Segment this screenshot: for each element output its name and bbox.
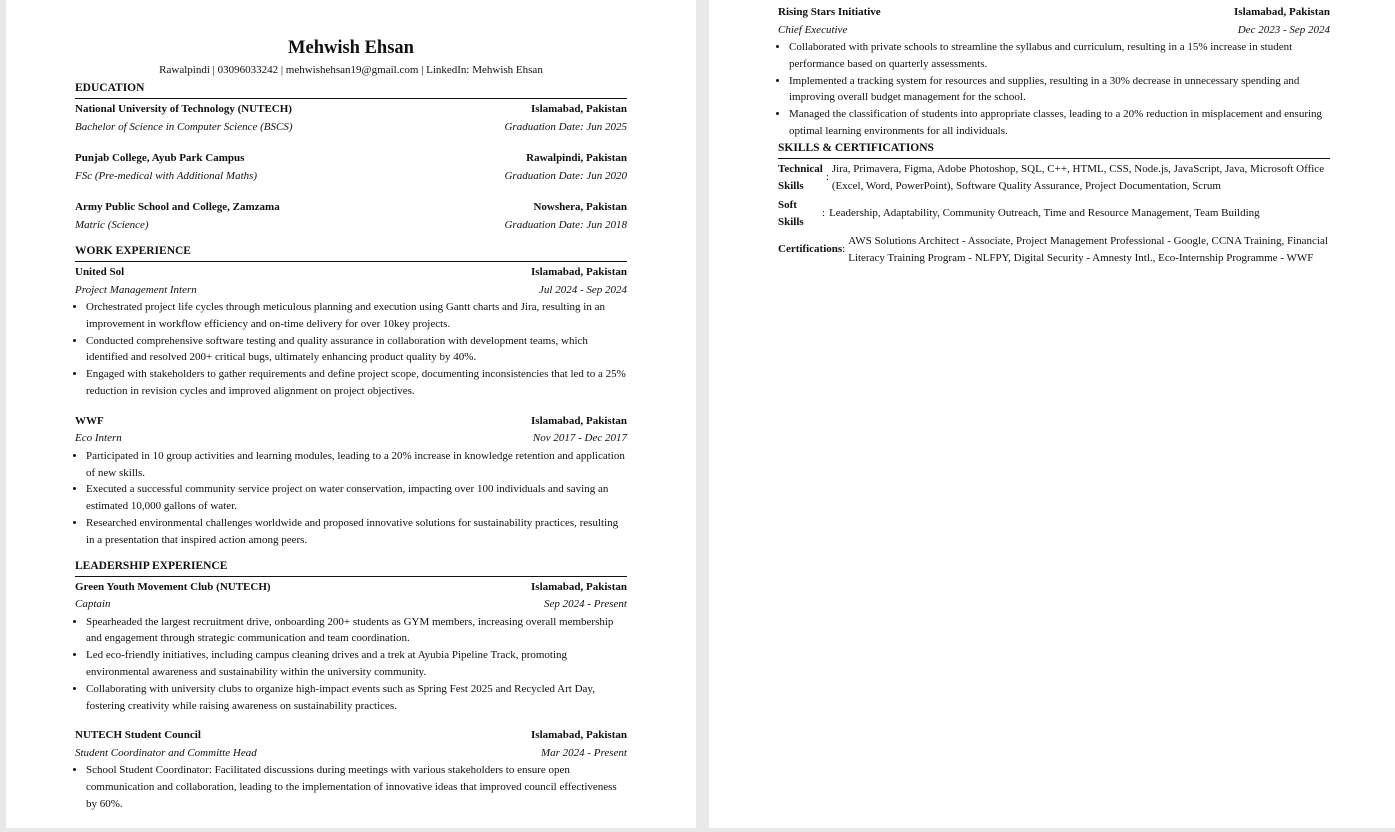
contact-line: Rawalpindi | 03096033242 | mehwishehsan19@gmail.com | LinkedIn: Mehwish Ehsan <box>159 64 543 76</box>
certifications-value: AWS Solutions Architect - Associate, Project Management Professional - Google, CCNA Training, Financial Literacy Training Program - NLFPY, Digital Security - Amnesty Intl., Eco-Internship Programme - WWF <box>848 234 1328 264</box>
work-entry <box>75 413 627 549</box>
bullet-list <box>778 39 1330 140</box>
graduation-date: Graduation Date: Jun 2025 <box>504 120 627 133</box>
org-location: Islamabad, Pakistan <box>531 266 627 278</box>
soft-skills-row: Soft Skills : Leadership, Adaptability, Community Outreach, Time and Resource Management, Team Building <box>778 197 1330 231</box>
certifications-label: Certifications <box>778 243 843 256</box>
bullet-item: • Managed the classification of students into appropriate classes, leading to a 20% reduction in misplacement and ensuring optimal learning environments for all individuals. <box>789 106 1330 140</box>
bullet-item: • Engaged with stakeholders to gather requirements and define project scope, documenting inconsistencies that led to a 25% reduction in revision cycles and improved alignment on project objectives. <box>86 366 627 400</box>
leadership-entry <box>778 4 1330 140</box>
leadership-entry <box>75 579 627 715</box>
bullet-item: • Orchestrated project life cycles through meticulous planning and execution using Gantt charts and Jira, resulting in an improvement in workflow efficiency and on-time delivery for over 10key projects. <box>86 299 627 333</box>
bullet-item: • Researched environmental challenges worldwide and proposed innovative solutions for sustainability practices, resulting in a presentation that inspired action among peers. <box>86 515 627 549</box>
technical-skills-value: Jira, Primavera, Figma, Adobe Photoshop, SQL, C++, HTML, CSS, Node.js, JavaScript, Java, Microsoft Office (Excel, Word, PowerPoint), Software Quality Assurance, Project Documentation, Scrum <box>831 162 1325 192</box>
role: Chief Executive <box>778 23 848 36</box>
skills-block <box>778 161 1330 267</box>
leadership-section-title: LEADERSHIP EXPERIENCE <box>75 559 627 577</box>
role: Project Management Intern <box>75 283 197 296</box>
org-location: Islamabad, Pakistan <box>531 414 627 427</box>
school-location: Islamabad, Pakistan <box>531 103 627 115</box>
org-location: Islamabad, Pakistan <box>531 729 627 742</box>
school-location: Rawalpindi, Pakistan <box>526 152 627 164</box>
soft-skills-value: Leadership, Adaptability, Community Outreach, Time and Resource Management, Team Building <box>829 207 1260 220</box>
degree: Matric (Science) <box>75 218 149 231</box>
date-range: Jul 2024 - Sep 2024 <box>539 283 627 296</box>
work-entry <box>75 264 627 400</box>
education-entry <box>75 150 627 185</box>
org-location: Islamabad, Pakistan <box>531 580 627 593</box>
date-range: Dec 2023 - Sep 2024 <box>1237 23 1330 36</box>
candidate-name: Mehwish Ehsan <box>288 38 414 58</box>
bullet-item: • Participated in 10 group activities and learning modules, leading to a 20% increase in knowledge retention and application of new skills. <box>86 448 627 482</box>
org-name: Rising Stars Initiative <box>778 6 881 18</box>
bullet-item: • School Student Coordinator: Facilitated discussions during meetings with various stakeholders to ensure open communication and collaboration, leading to the implementation of innovative ideas that improved council effectiveness by 60%. <box>86 762 627 812</box>
education-section-title: EDUCATION <box>75 81 627 99</box>
bullet-item: • Collaborating with university clubs to organize high-impact events such as Spring Fest 2025 and Recycled Art Day, fostering creativity while raising awareness on sustainability practices. <box>86 681 627 715</box>
soft-skills-label: Soft Skills <box>778 198 804 228</box>
technical-skills-row: Technical Skills : Jira, Primavera, Figma, Adobe Photoshop, SQL, C++, HTML, CSS, Node.js, JavaScript, Java, Microsoft Office (Excel, Word, PowerPoint), Software Quality Assurance, Project Documentation, Scrum <box>778 161 1330 195</box>
role: Student Coordinator and Committe Head <box>75 746 257 759</box>
work-section-title: WORK EXPERIENCE <box>75 244 627 262</box>
bullet-item: • Implemented a tracking system for resources and supplies, resulting in a 30% decrease in unnecessary spending and improving overall budget management for the school. <box>789 73 1330 107</box>
resume-page-2 <box>709 0 1395 828</box>
role: Captain <box>75 598 111 611</box>
org-name: WWF <box>75 414 104 427</box>
role: Eco Intern <box>75 432 122 445</box>
date-range: Sep 2024 - Present <box>544 598 627 611</box>
org-name: Green Youth Movement Club (NUTECH) <box>75 580 271 593</box>
education-entry <box>75 199 627 234</box>
bullet-item: • Collaborated with private schools to streamline the syllabus and curriculum, resulting in a 15% increase in student performance based on quarterly assessments. <box>789 39 1330 73</box>
bullet-list <box>75 614 627 715</box>
bullet-list <box>75 448 627 549</box>
certifications-row: Certifications : AWS Solutions Architect - Associate, Project Management Professional - Google, CCNA Training, Financial Literacy Training Program - NLFPY, Digital Security - Amnesty Intl., Eco-Internship Programme - WWF <box>778 233 1330 267</box>
org-name: NUTECH Student Council <box>75 729 201 742</box>
bullet-item: • Executed a successful community service project on water conservation, impacting over 100 individuals and saving an estimated 10,000 gallons of water. <box>86 481 627 515</box>
date-range: Nov 2017 - Dec 2017 <box>532 432 627 445</box>
education-entry <box>75 101 627 136</box>
bullet-list <box>75 762 627 812</box>
leadership-entry <box>75 727 627 812</box>
bullet-list <box>75 299 627 400</box>
bullet-item: • Led eco-friendly initiatives, including campus cleaning drives and a trek at Ayubia Pipeline Track, promoting environmental awareness and sustainability within the university community. <box>86 647 627 681</box>
org-location: Islamabad, Pakistan <box>1234 6 1330 18</box>
bullet-item: • Conducted comprehensive software testing and quality assurance in collaboration with development teams, which identified and resolved 200+ critical bugs, ultimately enhancing product quality by 40%. <box>86 333 627 367</box>
degree: FSc (Pre-medical with Additional Maths) <box>75 169 258 182</box>
technical-skills-label: Technical Skills <box>778 162 823 192</box>
degree: Bachelor of Science in Computer Science (BSCS) <box>75 120 293 133</box>
bullet-item: • Spearheaded the largest recruitment drive, onboarding 200+ students as GYM members, increasing overall membership and engagement through strategic communication and team coordination. <box>86 614 627 648</box>
school-name: Punjab College, Ayub Park Campus <box>75 152 245 164</box>
school-name: Army Public School and College, Zamzama <box>75 201 280 213</box>
graduation-date: Graduation Date: Jun 2020 <box>504 169 627 182</box>
date-range: Mar 2024 - Present <box>540 746 627 759</box>
graduation-date: Graduation Date: Jun 2018 <box>504 218 627 231</box>
resume-page-1 <box>6 0 696 828</box>
org-name: United Sol <box>75 266 125 278</box>
school-location: Nowshera, Pakistan <box>533 201 627 213</box>
skills-section-title: SKILLS & CERTIFICATIONS <box>778 141 1330 159</box>
school-name: National University of Technology (NUTECH) <box>75 103 292 115</box>
